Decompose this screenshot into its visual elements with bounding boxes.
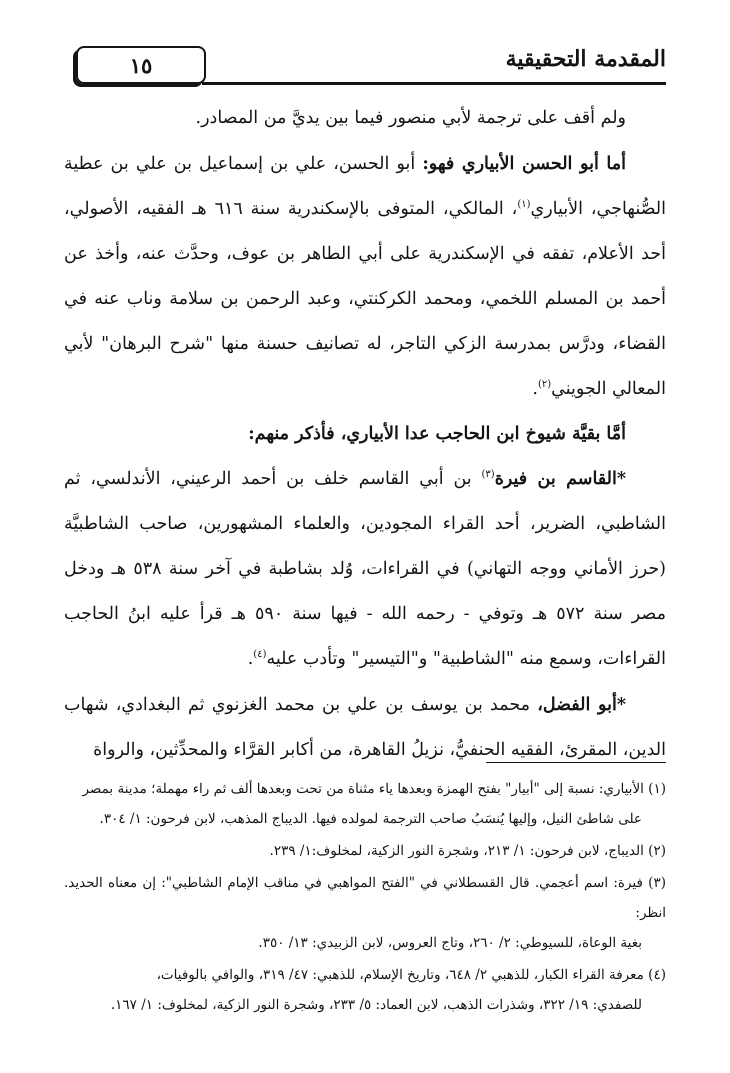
paragraph-1: ولم أقف على ترجمة لأبي منصور فيما بين يديَّ من المصادر. <box>195 108 626 128</box>
page-number-box <box>76 46 206 84</box>
footnote-ref-4[interactable]: (٤) <box>253 649 267 661</box>
paragraph-4-text-a: بن أبي القاسم خلف بن أحمد الرعيني، الأندلسي، ثم الشاطبي، الضرير، أحد القراء المجودين، والعلماء المشهورين، صاحب الشاطبيَّة (حرز الأماني ووجه التهاني) في القراءات، وُلد بشاطبة في آخر سنة ٥٣٨ هـ ودخل مصر سنة ٥٧٢ هـ وتوفي - رحمه الله - فيها سنة ٥٩٠ هـ قرأ عليه ابنُ الحاجب القراءات، وسمع منه "الشاطبية" و"التيسير" وتأدب عليه <box>64 469 667 669</box>
footnote-2 <box>64 836 666 866</box>
footnote-separator <box>486 762 666 763</box>
footnote-ref-2[interactable]: (٢) <box>537 379 552 391</box>
footnote-3-line-1: (٣) فيرة: اسم أعجمي. قال القسطلاني في "الفتح المواهبي في مناقب الإمام الشاطبي": إن معناه الحديد. انظر: <box>64 875 666 921</box>
abu-al-hasan-heading: أما أبو الحسن الأبياري فهو: <box>422 154 626 174</box>
paragraph-2 <box>64 142 666 412</box>
al-qasim-heading: *القاسم بن فيرة <box>494 469 626 489</box>
paragraph-2-text-c: . <box>532 379 538 399</box>
paragraph-4 <box>64 457 666 682</box>
footnote-ref-3[interactable]: (٣) <box>481 469 495 481</box>
header-rule <box>202 82 666 85</box>
footnote-3-line-2: بغية الوعاة، للسيوطي: ٢/ ٢٦٠، وتاج العروس، لابن الزبيدي: ١٣/ ٣٥٠. <box>258 935 642 951</box>
page-number: ١٥ <box>129 52 153 78</box>
paragraph-4-text-b: . <box>247 649 254 669</box>
footnote-1 <box>64 774 666 834</box>
footnote-4-line-1: (٤) معرفة القراء الكبار، للذهبي ٢/ ٦٤٨، وتاريخ الإسلام، للذهبي: ٤٧/ ٣١٩، والوافي بالوفيات، <box>156 967 666 983</box>
footnote-2-line-1: (٢) الديباج، لابن فرحون: ١/ ٢١٣، وشجرة النور الزكية، لمخلوف:١/ ٢٣٩. <box>269 843 666 859</box>
paragraph-2-text-b: ، المالكي، المتوفى بالإسكندرية سنة ٦١٦ هـ الفقيه، الأصولي، أحد الأعلام، تفقه في الإسكندرية على أبي الطاهر بن عوف، وحدَّث عنه، وأخذ عن أحمد بن المسلم اللخمي، ومحمد الكركنتي، وعبد الرحمن بن سلامة وناب عنه في القضاء، ودرَّس بمدرسة الزكي التاجر، له تصانيف حسنة منها "شرح البرهان" لأبي المعالي الجويني <box>64 199 666 399</box>
footnotes <box>64 774 666 1022</box>
footnote-4-line-2: للصفدي: ١٩/ ٣٢٢، وشذرات الذهب، لابن العماد: ٥/ ٢٣٣، وشجرة النور الزكية، لمخلوف: ١/ ١٦٧. <box>110 997 642 1013</box>
abu-al-fadl-heading: *أبو الفضل، <box>537 695 626 715</box>
footnote-ref-1[interactable]: (١) <box>517 199 531 211</box>
paragraph-3-heading: أمَّا بقيَّة شيوخ ابن الحاجب عدا الأبياري، فأذكر منهم: <box>248 424 626 444</box>
footnote-1-line-2: على شاطئ النيل، وإليها يُنسَبُ صاحب الترجمة لمولده فيها. الديباج المذهب، لابن فرحون: ١/ ٣٠٤. <box>99 811 642 827</box>
paragraph-2-text-a: أبو الحسن، علي بن إسماعيل بن علي بن عطية الصُّنهاجي، الأبياري <box>64 154 666 219</box>
paragraph-5-text: محمد بن يوسف بن علي بن محمد الغزنوي ثم البغدادي، شهاب الدين، المقرئ، الفقيه الحنفيُّ، نزيلُ القاهرة، من أكابر القرَّاء والمحدِّثين، والرواة <box>64 695 666 760</box>
footnote-4 <box>64 960 666 1020</box>
paragraph-5 <box>64 683 666 773</box>
running-title: المقدمة التحقيقية <box>505 46 666 72</box>
footnote-3 <box>64 868 666 958</box>
page-header <box>70 40 666 84</box>
body-text <box>64 96 666 773</box>
footnote-1-line-1: (١) الأبياري: نسبة إلى "أبيار" بفتح الهمزة وبعدها ياء مثناة من تحت وبعدها ألف ثم راء مهملة؛ مدينة بمصر <box>82 781 666 797</box>
